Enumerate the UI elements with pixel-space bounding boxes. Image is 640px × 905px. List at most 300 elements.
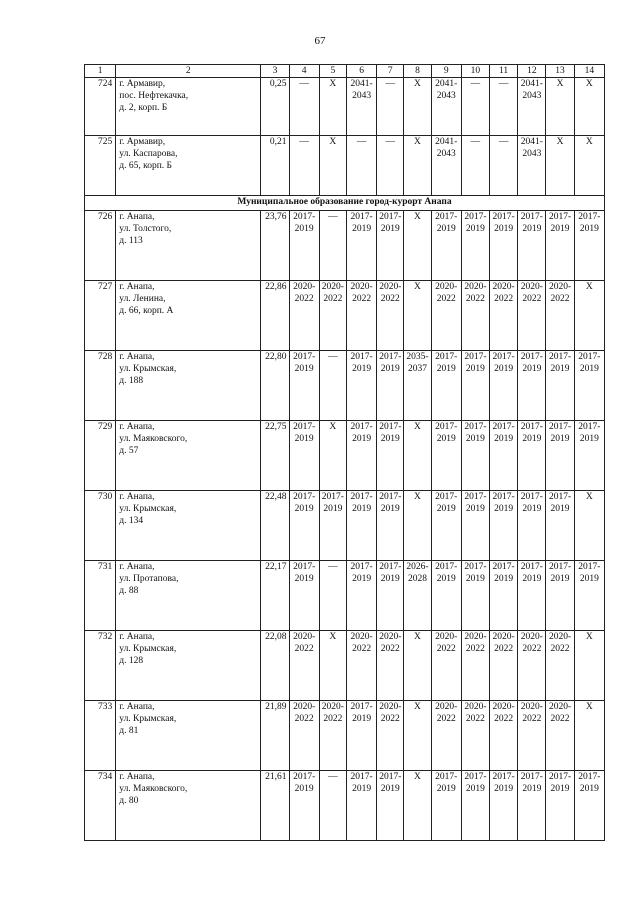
cell-line: 2022 [494,294,514,304]
term-cell [319,771,346,841]
cell-line: 2019 [294,784,314,794]
address-cell [116,491,261,561]
page-number: 67 [314,35,326,47]
cell-line: г. Анапа, [119,492,155,502]
column-header: 6 [346,65,376,78]
cell-line: 2019 [494,784,514,794]
cell-line: 2019 [380,504,400,514]
term-cell [289,281,319,351]
cell-line: — [299,137,309,147]
term-cell [490,351,518,421]
cell-line: — [356,137,367,147]
table-row [85,771,605,841]
cell-line: — [328,772,338,782]
term-cell [461,491,489,561]
cell-line: 2020- [548,702,572,712]
cell-line: 2020- [293,702,316,712]
cell-line: 2017- [578,772,601,782]
cell-line: 2022 [323,294,343,304]
cell-line: 2017- [464,492,487,502]
table-row [85,281,605,351]
cell-line: X [585,137,593,147]
term-cell [377,351,404,421]
cell-line: 2017- [492,492,515,502]
cell-line: X [556,79,564,89]
area-cell: 21,89 [261,701,289,771]
cell-line: 2043 [436,149,456,159]
term-cell [377,771,404,841]
cell-line: X [414,702,421,712]
cell-line: 2020- [350,282,373,292]
cell-line: 2019 [522,224,542,234]
cell-line: 2020- [464,282,487,292]
cell-line: д. 128 [119,656,144,666]
cell-line: 2020- [435,632,458,642]
term-cell [319,211,346,281]
term-cell [319,491,346,561]
cell-line: 2019 [494,504,514,514]
cell-line: 2019 [294,364,314,374]
cell-line: 2041- [435,137,458,147]
term-cell [346,701,376,771]
cell-line: 2019 [550,574,570,584]
term-cell [461,136,489,196]
term-cell [461,281,489,351]
term-cell [404,631,431,701]
term-cell [574,421,604,491]
cell-line: 2041- [350,79,373,89]
cell-line: X [585,79,593,89]
cell-line: д. 113 [119,236,143,246]
area-cell: 22,17 [261,561,289,631]
cell-line: 2020- [293,632,316,642]
cell-line: 2022 [494,714,514,724]
cell-line: 2022 [550,644,570,654]
row-number: 732 [85,631,116,701]
cell-line: 2019 [522,434,542,444]
term-cell [377,491,404,561]
column-header: 1 [85,65,116,78]
cell-line: 2019 [436,784,456,794]
address-cell [116,561,261,631]
cell-line: 2019 [380,434,400,444]
term-cell [546,281,574,351]
cell-line: 2043 [352,91,372,101]
cell-line: X [414,137,421,147]
term-cell [518,631,546,701]
term-cell [404,421,431,491]
cell-line: 2017- [435,352,458,362]
term-cell [546,421,574,491]
term-cell [461,701,489,771]
term-cell [518,136,546,196]
table-row [85,421,605,491]
cell-line: д. 65, корп. Б [119,161,172,171]
term-cell [461,631,489,701]
cell-line: 2022 [352,294,372,304]
cell-line: 2022 [465,714,485,724]
cell-line: 2020- [520,282,543,292]
cell-line: 2017- [379,422,402,432]
cell-line: 2022 [522,714,542,724]
cell-line: 2017- [492,352,515,362]
cell-line: 2017- [435,772,458,782]
address-cell [116,78,261,136]
term-cell [377,211,404,281]
cell-line: г. Анапа, [119,562,155,572]
term-cell [574,561,604,631]
cell-line: г. Анапа, [119,212,155,222]
address-cell [116,631,261,701]
table-row [85,78,605,136]
cell-line: 2019 [465,784,485,794]
cell-line: X [585,702,593,712]
column-header: 13 [546,65,574,78]
term-cell [404,561,431,631]
cell-line: X [414,632,421,642]
term-cell [319,631,346,701]
cell-line: 2019 [352,784,372,794]
cell-line: 2019 [465,224,485,234]
term-cell [461,421,489,491]
term-cell [518,701,546,771]
cell-line: 2019 [352,574,372,584]
term-cell [518,211,546,281]
cell-line: 2020- [321,702,344,712]
cell-line: 2019 [579,784,599,794]
cell-line: 2019 [294,434,314,444]
cell-line: д. 80 [119,796,139,806]
table-row [85,136,605,196]
address-cell [116,701,261,771]
term-cell [518,771,546,841]
cell-line: 2017- [435,492,458,502]
row-number: 724 [85,78,116,136]
cell-line: 2017- [548,422,572,432]
cell-line: 2035- [406,352,429,362]
term-cell [404,211,431,281]
cell-line: 2017- [464,212,487,222]
term-cell [431,771,461,841]
term-cell [574,281,604,351]
cell-line: 2022 [436,714,456,724]
term-cell [574,771,604,841]
table-row [85,491,605,561]
cell-line: 2017- [520,492,543,502]
term-cell [490,701,518,771]
term-cell [346,211,376,281]
cell-line: 2019 [550,434,570,444]
cell-line: 2017- [293,212,316,222]
cell-line: — [328,562,338,572]
cell-line: ул. Крымская, [119,504,177,514]
address-cell [116,771,261,841]
cell-line: 2019 [522,784,542,794]
cell-line: ул. Толстого, [119,224,172,234]
cell-line: 2019 [352,504,372,514]
term-cell [574,491,604,561]
term-cell [490,771,518,841]
term-cell [319,561,346,631]
cell-line: — [328,352,338,362]
cell-line: ул. Крымская, [119,364,177,374]
term-cell [461,351,489,421]
term-cell [319,281,346,351]
term-cell [546,211,574,281]
term-cell [490,211,518,281]
term-cell [546,771,574,841]
area-cell: 22,48 [261,491,289,561]
cell-line: 2020- [379,282,402,292]
area-cell: 0,21 [261,136,289,196]
term-cell [346,631,376,701]
term-cell [289,421,319,491]
cell-line: 2019 [436,224,456,234]
column-header: 10 [461,65,489,78]
cell-line: 2017- [379,352,402,362]
term-cell [490,78,518,136]
cell-line: 2022 [380,714,400,724]
cell-line: 2017- [379,562,402,572]
address-cell [116,281,261,351]
cell-line: 2020- [321,282,344,292]
cell-line: 2020- [435,282,458,292]
column-header: 14 [574,65,604,78]
cell-line: 2017- [548,562,572,572]
cell-line: X [414,212,421,222]
column-header: 11 [490,65,518,78]
cell-line: 2041- [520,137,543,147]
cell-line: 2019 [550,784,570,794]
term-cell [319,701,346,771]
column-header: 12 [518,65,546,78]
cell-line: 2019 [294,224,314,234]
cell-line: 2017- [520,562,543,572]
cell-line: X [329,632,337,642]
cell-line: г. Анапа, [119,282,155,292]
term-cell [546,561,574,631]
cell-line: 2019 [550,364,570,374]
cell-line: 2017- [520,422,543,432]
term-cell [431,491,461,561]
cell-line: 2017- [492,212,515,222]
cell-line: 2019 [352,364,372,374]
cell-line: 2019 [352,714,372,724]
cell-line: 2020- [492,632,515,642]
cell-line: 2019 [494,364,514,374]
cell-line: ул. Крымская, [119,714,177,724]
area-cell: 22,80 [261,351,289,421]
cell-line: г. Анапа, [119,422,155,432]
term-cell [346,351,376,421]
cell-line: 2043 [436,91,456,101]
row-number: 729 [85,421,116,491]
term-cell [377,78,404,136]
cell-line: 2017- [293,492,316,502]
cell-line: 2043 [522,91,542,101]
cell-line: 2017- [548,212,572,222]
cell-line: 2017- [492,772,515,782]
cell-line: 2017- [492,422,515,432]
table-row [85,631,605,701]
area-cell: 23,76 [261,211,289,281]
cell-line: 2019 [465,504,485,514]
term-cell [461,78,489,136]
cell-line: 2017- [350,562,373,572]
term-cell [377,281,404,351]
cell-line: X [585,492,593,502]
cell-line: X [414,79,421,89]
row-number: 728 [85,351,116,421]
term-cell [319,78,346,136]
address-cell [116,136,261,196]
cell-line: 2017- [350,422,373,432]
term-cell [546,351,574,421]
column-header: 2 [116,65,261,78]
cell-line: 2019 [380,364,400,374]
term-cell [431,211,461,281]
row-number: 734 [85,771,116,841]
section-title: Муниципальное образование город-курорт Анапа [85,196,605,211]
cell-line: 2017- [520,352,543,362]
cell-line: X [329,422,337,432]
row-number: 727 [85,281,116,351]
cell-line: 2019 [323,504,343,514]
cell-line: 2020- [464,702,487,712]
row-number: 731 [85,561,116,631]
cell-line: 2020- [293,282,316,292]
cell-line: 2022 [522,294,542,304]
cell-line: 2019 [436,574,456,584]
cell-line: 2026- [406,562,429,572]
cell-line: 2017- [350,212,373,222]
term-cell [461,561,489,631]
cell-line: — [470,79,481,89]
cell-line: 2020- [492,282,515,292]
term-cell [518,561,546,631]
cell-line: 2017- [578,352,601,362]
row-number: 726 [85,211,116,281]
cell-line: 2041- [435,79,458,89]
cell-line: 2019 [579,224,599,234]
cell-line: д. 134 [119,516,144,526]
cell-line: X [414,492,421,502]
term-cell [319,351,346,421]
cell-line: 2017- [321,492,344,502]
cell-line: X [585,282,593,292]
cell-line: 2017- [350,702,373,712]
term-cell [518,351,546,421]
cell-line: 2017- [293,562,316,572]
cell-line: д. 188 [119,376,144,386]
column-header: 3 [261,65,289,78]
cell-line: X [556,137,564,147]
term-cell [574,78,604,136]
cell-line: — [328,212,338,222]
cell-line: 2017- [293,352,316,362]
cell-line: 2019 [294,574,314,584]
term-cell [431,631,461,701]
term-cell [461,771,489,841]
cell-line: ул. Маяковского, [119,784,188,794]
cell-line: 2022 [522,644,542,654]
row-number: 730 [85,491,116,561]
term-cell [377,136,404,196]
cell-line: 2019 [352,434,372,444]
cell-line: 2041- [520,79,543,89]
cell-line: 2019 [436,504,456,514]
cell-line: 2017- [578,212,601,222]
cell-line: д. 66, корп. А [119,306,174,316]
cell-line: 2019 [465,364,485,374]
cell-line: X [414,772,421,782]
cell-line: ул. Протапова, [119,574,179,584]
term-cell [289,136,319,196]
term-cell [546,491,574,561]
cell-line: X [329,137,337,147]
cell-line: 2019 [579,434,599,444]
cell-line: ул. Ленина, [119,294,166,304]
term-cell [461,211,489,281]
term-cell [431,421,461,491]
term-cell [546,631,574,701]
cell-line: 2020- [379,702,402,712]
term-cell [431,78,461,136]
cell-line: — [470,137,481,147]
cell-line: 2017- [379,772,402,782]
cell-line: 2020- [548,632,572,642]
row-number: 733 [85,701,116,771]
cell-line: 2019 [550,224,570,234]
cell-line: 2037 [407,364,427,374]
cell-line: г. Армавир, [119,137,166,147]
cell-line: 2022 [436,644,456,654]
term-cell [346,281,376,351]
term-cell [490,491,518,561]
cell-line: 2019 [494,434,514,444]
cell-line: 2020- [492,702,515,712]
column-header: 5 [319,65,346,78]
cell-line: 2020- [379,632,402,642]
term-cell [546,701,574,771]
term-cell [404,771,431,841]
cell-line: г. Анапа, [119,772,155,782]
table-row [85,211,605,281]
cell-line: г. Армавир, [119,79,166,89]
cell-line: г. Анапа, [119,632,155,642]
cell-line: 2017- [435,562,458,572]
table-body [85,65,605,841]
cell-line: 2028 [407,574,427,584]
table-row [85,701,605,771]
cell-line: 2022 [294,644,314,654]
term-cell [518,491,546,561]
cell-line: 2020- [548,282,572,292]
cell-line: 2022 [465,644,485,654]
term-cell [574,351,604,421]
term-cell [346,561,376,631]
term-cell [404,281,431,351]
cell-line: 2022 [550,294,570,304]
term-cell [404,136,431,196]
term-cell [289,211,319,281]
cell-line: 2019 [579,364,599,374]
term-cell [289,351,319,421]
term-cell [319,421,346,491]
term-cell [546,78,574,136]
term-cell [490,421,518,491]
area-cell: 0,25 [261,78,289,136]
